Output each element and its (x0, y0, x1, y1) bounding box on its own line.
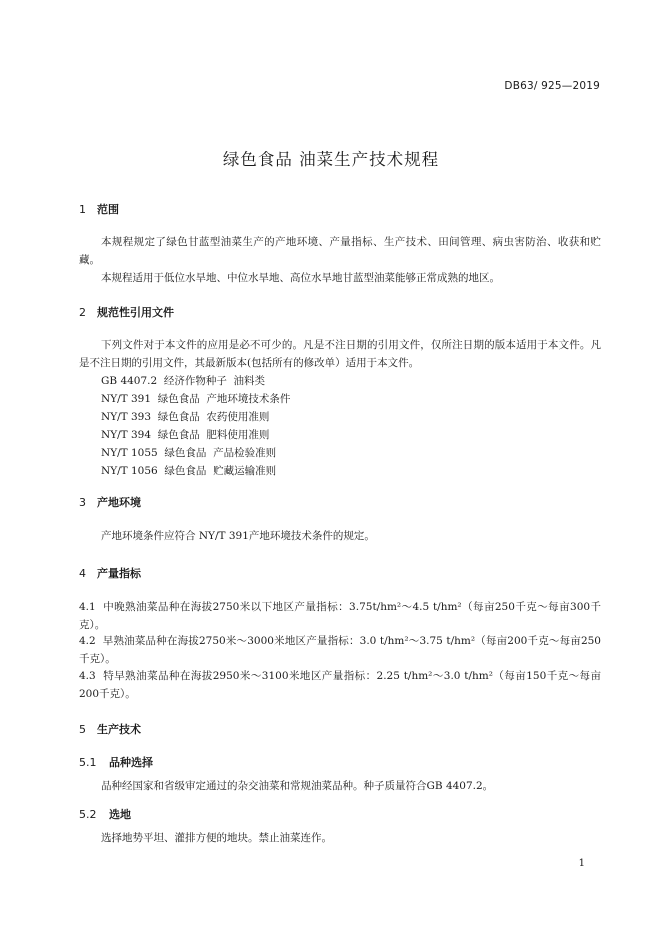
reference-item: NY/T 394 绿色食品 肥料使用准则 (101, 429, 270, 441)
subsection-number: 5.1 (79, 756, 97, 769)
reference-item: NY/T 1056 绿色食品 贮藏运输准则 (101, 465, 277, 477)
section-4-heading (79, 565, 141, 581)
yield-item-number: 4.2 (79, 635, 96, 647)
yield-item-text: 特早熟油菜品种在海拔2950米～3100米地区产量指标：2.25 t/hm²～3.0 t/hm²（每亩150千克～每亩200千克）。 (79, 670, 601, 700)
yield-item (79, 667, 601, 703)
section-1-heading (79, 201, 119, 217)
subsection-number: 5.2 (79, 808, 97, 821)
section-number: 4 (79, 567, 86, 580)
section-number: 1 (79, 203, 86, 216)
section-2-heading (79, 304, 174, 320)
subsection-title: 选地 (109, 808, 131, 821)
reference-item: NY/T 393 绿色食品 农药使用准则 (101, 411, 270, 423)
section-title: 产量指标 (97, 567, 141, 580)
reference-item: GB 4407.2 经济作物种子 油料类 (101, 375, 266, 387)
section-number: 3 (79, 496, 86, 509)
yield-item (79, 598, 601, 634)
section-3-heading (79, 494, 141, 510)
section-number: 5 (79, 723, 86, 736)
yield-item-number: 4.3 (79, 670, 96, 682)
document-code: DB63/ 925—2019 (504, 80, 600, 92)
section-5-heading (79, 721, 141, 737)
section-title: 规范性引用文件 (97, 306, 174, 319)
section-1-paragraph-1: 本规程规定了绿色甘蓝型油菜生产的产地环境、产量指标、生产技术、田间管理、病虫害防治、收获和贮藏。 (79, 236, 601, 266)
document-title: 绿色食品 油菜生产技术规程 (222, 150, 440, 169)
section-number: 2 (79, 306, 86, 319)
reference-item: NY/T 391 绿色食品 产地环境技术条件 (101, 393, 291, 405)
yield-item-number: 4.1 (79, 601, 96, 613)
section-3-paragraph-1: 产地环境条件应符合 NY/T 391产地环境技术条件的规定。 (101, 530, 375, 542)
yield-item (79, 632, 601, 668)
subsection-title: 品种选择 (109, 756, 153, 769)
section-title: 范围 (97, 203, 119, 216)
yield-item-text: 中晚熟油菜品种在海拔2750米以下地区产量指标：3.75t/hm²～4.5 t/hm²（每亩250千克～每亩300千克）。 (79, 601, 601, 631)
section-title: 生产技术 (97, 723, 141, 736)
section-2-paragraph-1: 下列文件对于本文件的应用是必不可少的。凡是不注日期的引用文件，仅所注日期的版本适用于本文件。凡是不注日期的引用文件，其最新版本(包括所有的修改单）适用于本文件。 (79, 339, 601, 369)
section-title: 产地环境 (97, 496, 141, 509)
reference-item: NY/T 1055 绿色食品 产品检验准则 (101, 447, 277, 459)
subsection-5-1-heading (79, 754, 153, 770)
subsection-5-2-paragraph: 选择地势平坦、灌排方便的地块。禁止油菜连作。 (101, 832, 332, 844)
page-number: 1 (578, 858, 585, 869)
subsection-5-2-heading (79, 806, 131, 822)
yield-item-text: 早熟油菜品种在海拔2750米～3000米地区产量指标：3.0 t/hm²～3.75 t/hm²（每亩200千克～每亩250千克）。 (79, 635, 601, 665)
subsection-5-1-paragraph: 品种经国家和省级审定通过的杂交油菜和常规油菜品种。种子质量符合GB 4407.2。 (101, 780, 494, 792)
section-1-paragraph-2: 本规程适用于低位水旱地、中位水旱地、高位水旱地甘蓝型油菜能够正常成熟的地区。 (101, 272, 500, 284)
